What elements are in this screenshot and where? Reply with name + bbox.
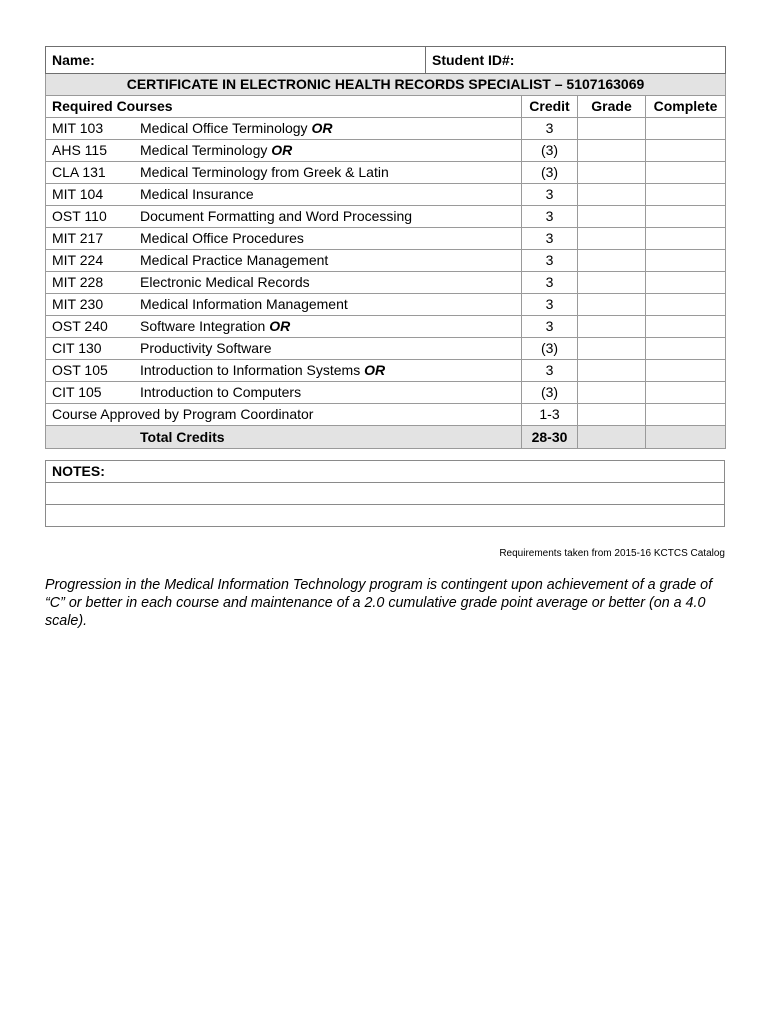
approved-course-credit: 1-3 — [522, 404, 578, 426]
course-credit: (3) — [522, 162, 578, 184]
course-complete-cell[interactable] — [646, 316, 726, 338]
course-cell — [46, 294, 522, 316]
course-grade-cell[interactable] — [578, 140, 646, 162]
course-code: MIT 104 — [52, 186, 104, 202]
course-row — [46, 206, 726, 228]
complete-column-header: Complete — [646, 96, 726, 118]
course-code: AHS 115 — [52, 142, 107, 158]
course-complete-cell[interactable] — [646, 184, 726, 206]
course-code: CIT 130 — [52, 340, 102, 356]
course-grade-cell[interactable] — [578, 382, 646, 404]
or-marker: OR — [269, 318, 291, 334]
course-title: Medical Insurance — [140, 186, 254, 202]
course-credit: 3 — [522, 206, 578, 228]
course-title: Medical Office Terminology — [140, 120, 308, 136]
course-code: MIT 103 — [52, 120, 104, 136]
course-credit: (3) — [522, 382, 578, 404]
course-title: Medical Practice Management — [140, 252, 329, 268]
certificate-form-table — [45, 46, 726, 449]
course-row — [46, 118, 726, 140]
course-complete-cell[interactable] — [646, 360, 726, 382]
course-complete-cell[interactable] — [646, 118, 726, 140]
notes-table — [45, 460, 725, 527]
course-grade-cell[interactable] — [578, 338, 646, 360]
course-credit: 3 — [522, 250, 578, 272]
course-grade-cell[interactable] — [578, 184, 646, 206]
course-grade-cell[interactable] — [578, 228, 646, 250]
student-id-label: Student ID#: — [432, 52, 515, 68]
course-complete-cell[interactable] — [646, 272, 726, 294]
course-cell — [46, 382, 522, 404]
course-title: Medical Terminology from Greek & Latin — [140, 164, 389, 180]
or-marker: OR — [311, 120, 333, 136]
course-credit: 3 — [522, 294, 578, 316]
name-field[interactable] — [46, 47, 426, 74]
total-credits-label-cell — [46, 426, 522, 449]
course-cell — [46, 338, 522, 360]
course-grade-cell[interactable] — [578, 118, 646, 140]
course-title: Medical Terminology — [140, 142, 268, 158]
course-credit: (3) — [522, 140, 578, 162]
credit-column-header: Credit — [522, 96, 578, 118]
course-code: OST 240 — [52, 318, 108, 334]
course-title: Productivity Software — [140, 340, 272, 356]
course-credit: (3) — [522, 338, 578, 360]
student-id-field[interactable] — [426, 47, 726, 74]
course-title: Document Formatting and Word Processing — [140, 208, 413, 224]
course-code: MIT 217 — [52, 230, 104, 246]
course-grade-cell[interactable] — [578, 206, 646, 228]
course-cell — [46, 162, 522, 184]
course-cell — [46, 360, 522, 382]
notes-label: NOTES: — [46, 461, 725, 483]
course-complete-cell[interactable] — [646, 338, 726, 360]
course-complete-cell[interactable] — [646, 206, 726, 228]
course-title: Medical Office Procedures — [140, 230, 304, 246]
course-credit: 3 — [522, 360, 578, 382]
course-cell — [46, 272, 522, 294]
course-grade-cell[interactable] — [578, 250, 646, 272]
course-cell — [46, 250, 522, 272]
course-code: OST 110 — [52, 208, 107, 224]
course-code: CLA 131 — [52, 164, 106, 180]
notes-line-1[interactable] — [46, 483, 725, 505]
name-label: Name: — [52, 52, 95, 68]
approved-course-grade-cell[interactable] — [578, 404, 646, 426]
source-note: Requirements taken from 2015-16 KCTCS Catalog — [499, 548, 725, 559]
course-credit: 3 — [522, 184, 578, 206]
or-marker: OR — [271, 142, 293, 158]
course-code: MIT 230 — [52, 296, 104, 312]
course-row — [46, 360, 726, 382]
course-cell — [46, 184, 522, 206]
course-complete-cell[interactable] — [646, 382, 726, 404]
approved-course-label: Course Approved by Program Coordinator — [46, 404, 522, 426]
course-grade-cell[interactable] — [578, 294, 646, 316]
course-row — [46, 250, 726, 272]
course-credit: 3 — [522, 316, 578, 338]
grade-column-header: Grade — [578, 96, 646, 118]
course-title: Electronic Medical Records — [140, 274, 310, 290]
progression-statement: Progression in the Medical Information Technology program is contingent upon achievement of a grade of “C” or better in each course and maintenance of a 2.0 cumulative grade point average or better (on a 4.0 scale). — [45, 577, 713, 629]
course-grade-cell[interactable] — [578, 360, 646, 382]
course-grade-cell[interactable] — [578, 316, 646, 338]
notes-line-2[interactable] — [46, 505, 725, 527]
certificate-title: CERTIFICATE IN ELECTRONIC HEALTH RECORDS SPECIALIST – 5107163069 — [46, 74, 726, 96]
course-row — [46, 272, 726, 294]
course-row — [46, 162, 726, 184]
course-grade-cell[interactable] — [578, 272, 646, 294]
course-title: Medical Information Management — [140, 296, 348, 312]
course-row — [46, 382, 726, 404]
course-code: CIT 105 — [52, 384, 102, 400]
course-code: OST 105 — [52, 362, 108, 378]
course-grade-cell[interactable] — [578, 162, 646, 184]
course-row — [46, 316, 726, 338]
total-credits-row — [46, 426, 726, 449]
course-title: Software Integration — [140, 318, 266, 334]
course-row — [46, 140, 726, 162]
or-marker: OR — [364, 362, 386, 378]
total-credits-value: 28-30 — [522, 426, 578, 449]
total-complete-cell — [646, 426, 726, 449]
course-complete-cell[interactable] — [646, 162, 726, 184]
course-complete-cell[interactable] — [646, 294, 726, 316]
course-row — [46, 228, 726, 250]
course-code: MIT 228 — [52, 274, 104, 290]
course-credit: 3 — [522, 228, 578, 250]
course-code: MIT 224 — [52, 252, 104, 268]
course-cell — [46, 140, 522, 162]
course-title: Introduction to Computers — [140, 384, 302, 400]
total-credits-label: Total Credits — [140, 428, 225, 445]
course-cell — [46, 228, 522, 250]
course-complete-cell[interactable] — [646, 250, 726, 272]
course-credit: 3 — [522, 118, 578, 140]
course-list — [46, 118, 726, 404]
course-title: Introduction to Information Systems — [140, 362, 361, 378]
approved-course-complete-cell[interactable] — [646, 404, 726, 426]
approved-course-row — [46, 404, 726, 426]
course-complete-cell[interactable] — [646, 228, 726, 250]
required-courses-header: Required Courses — [46, 96, 522, 118]
course-row — [46, 184, 726, 206]
total-grade-cell — [578, 426, 646, 449]
course-cell — [46, 118, 522, 140]
course-credit: 3 — [522, 272, 578, 294]
course-complete-cell[interactable] — [646, 140, 726, 162]
course-cell — [46, 206, 522, 228]
course-row — [46, 338, 726, 360]
course-row — [46, 294, 726, 316]
course-cell — [46, 316, 522, 338]
